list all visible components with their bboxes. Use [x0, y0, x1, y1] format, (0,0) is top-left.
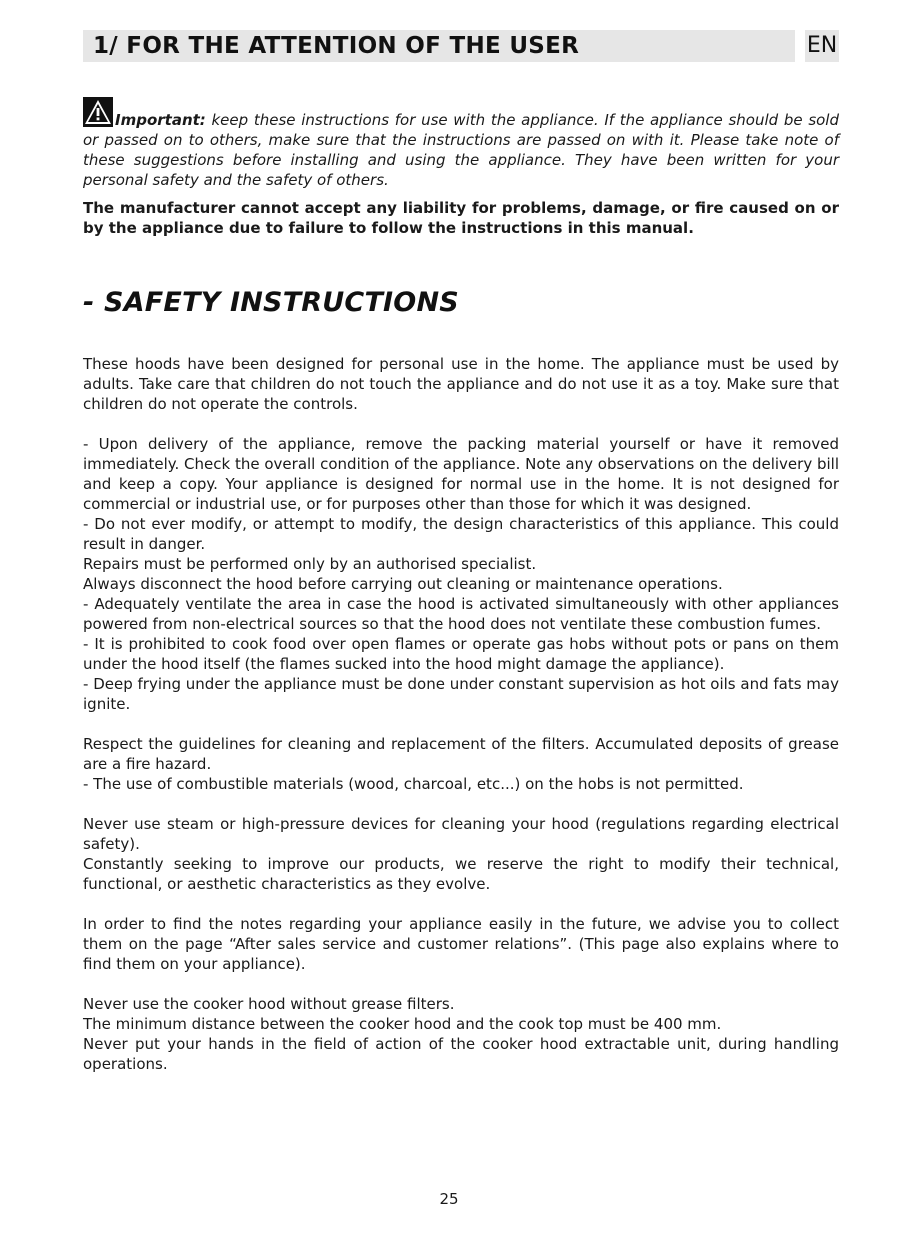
language-label: EN: [805, 30, 839, 62]
instruction-line: - Do not ever modify, or attempt to modify, the design characteristics of this appliance. This could result in danger.: [83, 515, 839, 553]
instruction-line: Respect the guidelines for cleaning and replacement of the filters. Accumulated deposits of grease are a fire hazard.: [83, 735, 839, 773]
paragraph-filters: [83, 734, 839, 794]
page-number: 25: [439, 1190, 459, 1208]
paragraph-notes: In order to find the notes regarding your appliance easily in the future, we advise you to collect them on the page “After sales service and customer relations”. (This page also explains where to find them on your appliance).: [83, 915, 839, 973]
instruction-line: - It is prohibited to cook food over open flames or operate gas hobs without pots or pans on them under the hood itself (the flames sucked into the hood might damage the appliance).: [83, 635, 839, 673]
paragraph-cleaning: [83, 814, 839, 894]
warning-triangle-icon: [83, 97, 113, 127]
safety-body: [83, 354, 839, 1094]
paragraph-intended-use: These hoods have been designed for personal use in the home. The appliance must be used by adults. Take care that children do not touch the appliance and do not use it as a toy. Make sure that children do not operate the controls.: [83, 355, 839, 413]
section-header-bar: [83, 30, 795, 62]
instruction-line: - Adequately ventilate the area in case the hood is activated simultaneously with other appliances powered from non-electrical sources so that the hood does not ventilate these combustion fumes.: [83, 595, 839, 633]
instruction-line: Repairs must be performed only by an authorised specialist.: [83, 555, 537, 573]
instruction-line: Never put your hands in the field of action of the cooker hood extractable unit, during handling operations.: [83, 1035, 839, 1073]
important-label: Important:: [115, 111, 206, 129]
important-notice: [83, 97, 839, 190]
paragraph-delivery-and-use: [83, 434, 839, 714]
safety-instructions-title: - SAFETY INSTRUCTIONS: [83, 287, 459, 318]
instruction-line: Constantly seeking to improve our products, we reserve the right to modify their technical, functional, or aesthetic characteristics as they evolve.: [83, 855, 839, 893]
instruction-line: Never use steam or high-pressure devices for cleaning your hood (regulations regarding electrical safety).: [83, 815, 839, 853]
instruction-line: Never use the cooker hood without grease filters.: [83, 995, 455, 1013]
section-heading: 1/ FOR THE ATTENTION OF THE USER: [93, 33, 580, 59]
instruction-line: - The use of combustible materials (wood, charcoal, etc...) on the hobs is not permitted.: [83, 775, 744, 793]
important-text: keep these instructions for use with the appliance. If the appliance should be sold or passed on to others, make sure that the instructions are passed on with it. Please take note of these suggestions before installing and using the appliance. They have been written for your personal safety and the safety of others.: [83, 111, 839, 189]
instruction-line: Always disconnect the hood before carrying out cleaning or maintenance operations.: [83, 575, 723, 593]
liability-notice: The manufacturer cannot accept any liability for problems, damage, or fire caused on or by the appliance due to failure to follow the instructions in this manual.: [83, 199, 839, 237]
instruction-line: - Upon delivery of the appliance, remove the packing material yourself or have it removed immediately. Check the overall condition of the appliance. Note any observations on the delivery bill and keep a copy. Your appliance is designed for normal use in the home. It is not designed for commercial or industrial use, or for purposes other than those for which it was designed.: [83, 435, 839, 513]
instruction-line: - Deep frying under the appliance must be done under constant supervision as hot oils and fats may ignite.: [83, 675, 839, 713]
instruction-line: The minimum distance between the cooker hood and the cook top must be 400 mm.: [83, 1015, 722, 1033]
paragraph-operation: [83, 994, 839, 1074]
